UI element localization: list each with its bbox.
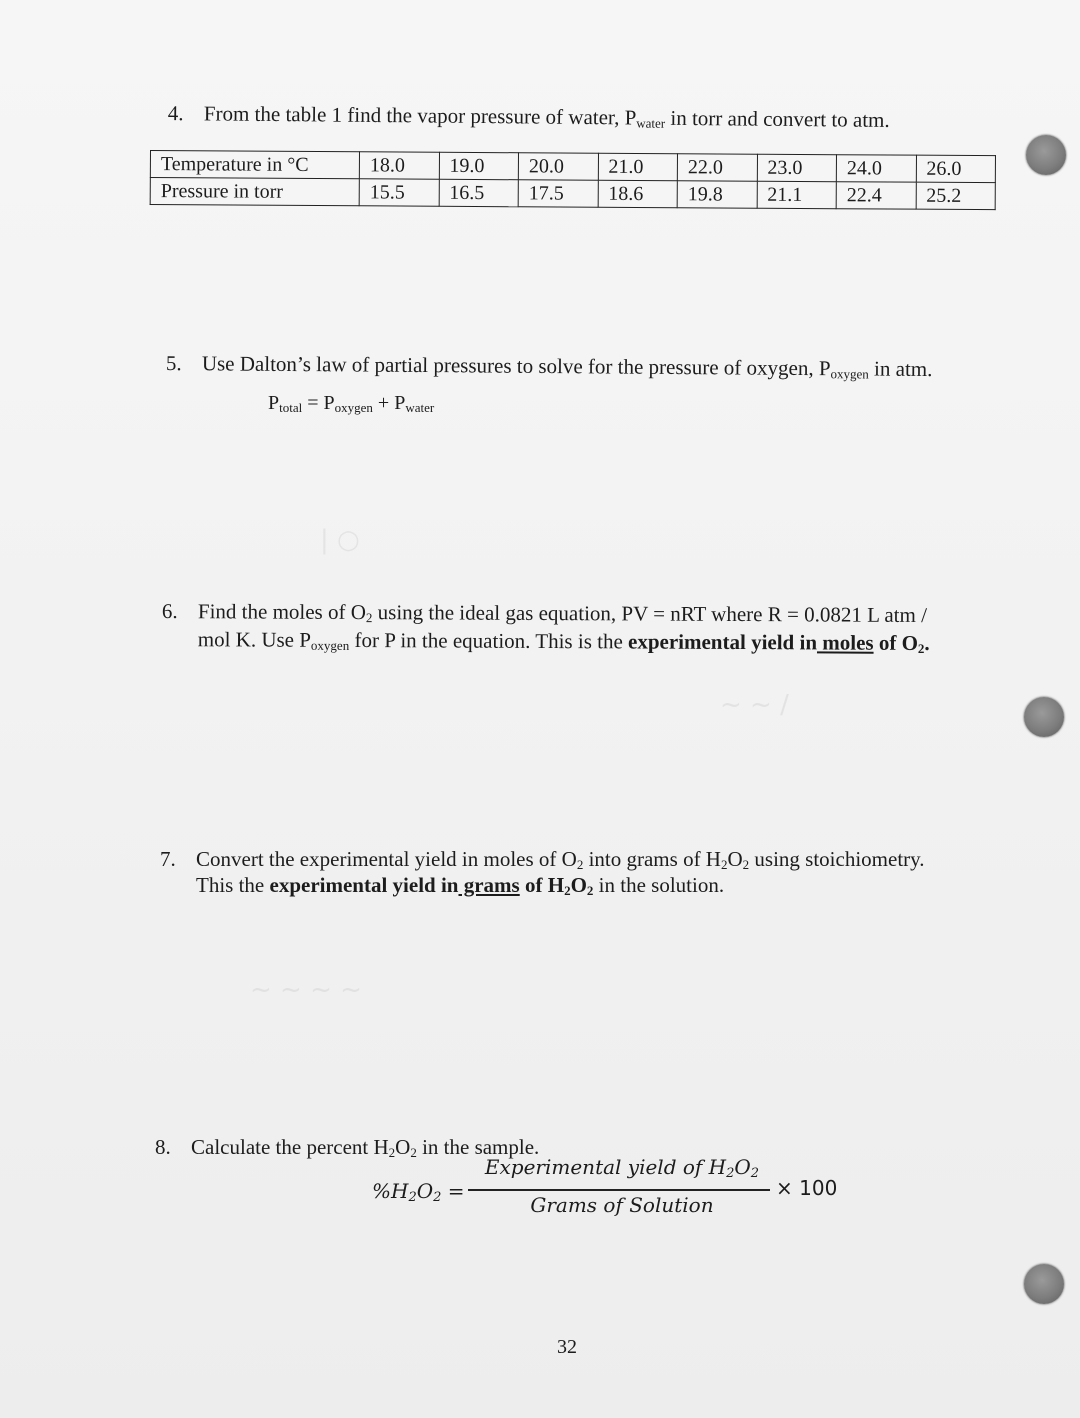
binder-hole-icon <box>1024 697 1064 737</box>
table-cell: 25.2 <box>916 182 996 209</box>
percent-formula <box>372 1155 842 1225</box>
question-number: 6. <box>161 599 178 624</box>
table-cell: 22.4 <box>836 182 916 209</box>
question-text: Use Dalton’s law of partial pressures to solve for the pressure of oxygen, $P_{oxygen}$ in atm. <box>201 351 933 382</box>
table-cell: 19.8 <box>677 181 757 208</box>
table-cell: 16.5 <box>439 179 519 206</box>
table-cell: 18.0 <box>359 152 439 179</box>
table-cell: 24.0 <box>836 155 916 182</box>
table-cell: 21.1 <box>757 181 837 208</box>
table-cell: 21.0 <box>598 153 678 180</box>
row-label: Temperature in °C <box>150 151 359 179</box>
formula-numerator: Experimental yield of $H_2O_2$ <box>484 1155 760 1181</box>
bleed-through-mark: | ○ <box>320 525 360 555</box>
row-label: Pressure in torr <box>150 178 359 206</box>
bleed-through-mark: ~ ~ / <box>720 690 789 720</box>
question-number: 5. <box>165 350 182 376</box>
question-number: 7. <box>160 847 176 871</box>
binder-hole-icon <box>1026 135 1066 175</box>
question-text-line-2: mol K. Use $P_{oxygen}$ for P in the equation. This is the experimental yield in moles of $O_2$. <box>197 627 930 656</box>
question-number: 8. <box>155 1135 171 1159</box>
pressure-row <box>150 178 995 210</box>
bleed-through-mark: ~ ~ ~ ~ <box>250 975 362 1005</box>
question-text: Calculate the percent $H_2O_2$ in the sample. <box>191 1135 540 1160</box>
question-4 <box>168 100 968 138</box>
table-cell: 23.0 <box>757 154 837 181</box>
question-number: 4. <box>167 100 184 126</box>
fraction-bar <box>468 1189 770 1191</box>
question-text-line-1: Convert the experimental yield in moles of $O_2$ into grams of $H_2O_2$ using stoichiometry. <box>196 847 925 872</box>
question-text: From the table 1 find the vapor pressure of water, $P_{water}$ in torr and convert to atm. <box>203 101 890 132</box>
dalton-equation: $P_{total} = P_{oxygen} + P_{water}$ <box>268 392 435 415</box>
vapor-pressure-table <box>150 150 996 210</box>
table-cell: 19.0 <box>439 152 519 179</box>
binder-hole-icon <box>1024 1264 1064 1304</box>
formula-denominator: Grams of Solution <box>530 1193 714 1217</box>
question-text-line-1: Find the moles of $O_2$ using the ideal gas equation, PV = nRT where R = 0.0821 L atm / <box>197 599 928 628</box>
question-5 <box>166 350 996 387</box>
table-cell: 20.0 <box>518 153 598 180</box>
question-text-line-2: This the experimental yield in grams of $H_2O_2$ in the solution. <box>196 873 725 898</box>
table-cell: 22.0 <box>677 154 757 181</box>
question-6 <box>162 598 1012 662</box>
table-cell: 15.5 <box>359 179 439 206</box>
table-cell: 26.0 <box>916 155 996 182</box>
page-number: 32 <box>557 1336 577 1358</box>
table-cell: 18.6 <box>598 180 678 207</box>
question-7 <box>160 846 1010 906</box>
formula-lhs: $\%H_2O_2$ = <box>372 1179 465 1205</box>
formula-multiplier: × 100 <box>776 1176 838 1200</box>
table-cell: 17.5 <box>518 180 598 207</box>
